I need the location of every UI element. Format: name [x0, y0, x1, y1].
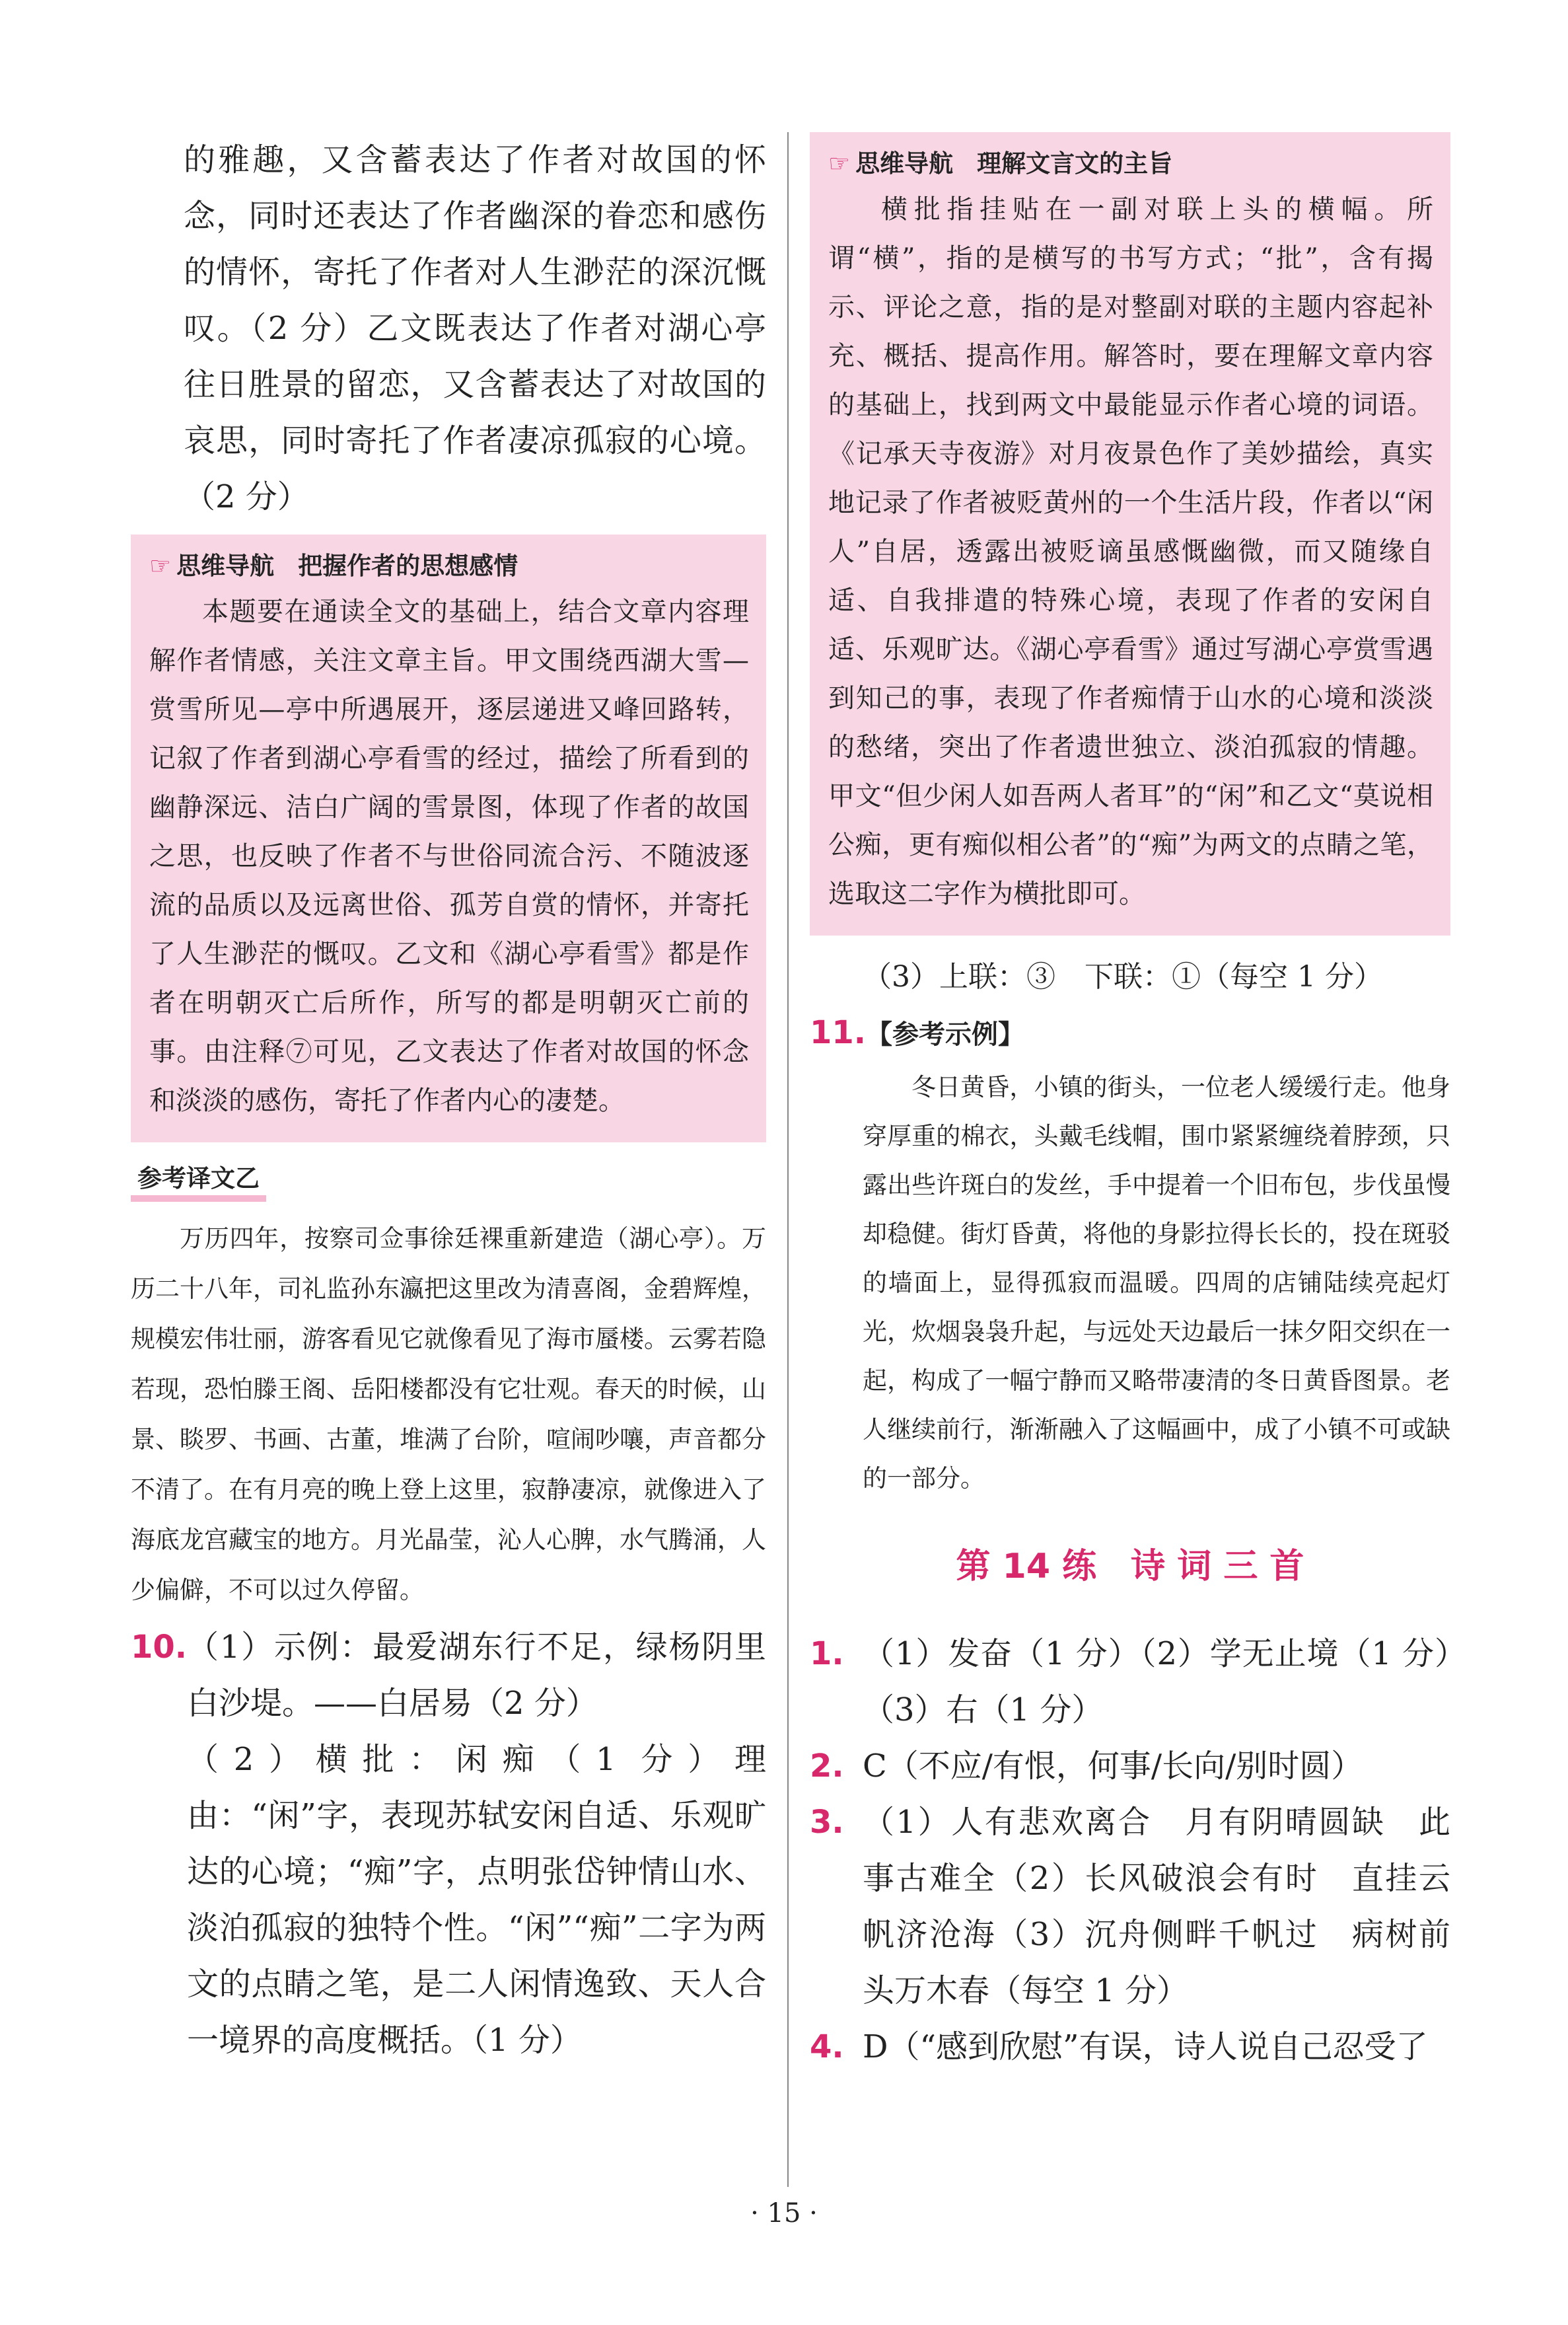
right-column	[810, 132, 1450, 2075]
left-column	[131, 132, 766, 2069]
thinking-guide-box	[131, 535, 766, 1142]
question-number: 11.	[810, 1014, 867, 1051]
answer-part-1: （1）示例：最爱湖东行不足，绿杨阴里白沙堤。——白居易（2 分）	[187, 1629, 766, 1722]
box-text: 本题要在通读全文的基础上，结合文章内容理解作者情感，关注文章主旨。甲文围绕西湖大雪—赏雪所见—亭中所遇展开，逐层递进又峰回路转，记叙了作者到湖心亭看雪的经过，描绘了所看到的幽静深远、洁白广阔的雪景图，体现了作者的故国之思，也反映了作者不与世俗同流合污、不随波逐流的品质以及远离世俗、孤芳自赏的情怀，并寄托了人生渺茫的慨叹。乙文和《湖心亭看雪》都是作者在明朝灭亡后所作，所写的都是明朝灭亡前的事。由注释⑦可见，乙文表达了作者对故国的怀念和淡淡的感伤，寄托了作者内心的凄楚。	[149, 597, 749, 1116]
question-number: 10.	[131, 1629, 188, 1666]
question-number: 2.	[810, 1748, 844, 1785]
reference-translation-text: 万历四年，按察司佥事徐廷裸重新建造（湖心亭）。万历二十八年，司礼监孙东瀛把这里改为清喜阁，金碧辉煌，规模宏伟壮丽，游客看见它就像看见了海市蜃楼。云雾若隐若现，恐怕滕王阁、岳阳楼都没有它壮观。春天的时候，山景、睒罗、书画、古董，堆满了台阶，喧闹吵嚷，声音都分不清了。在有月亮的晚上登上这里，寂静凄凉，就像进入了海底龙宫藏宝的地方。月光晶莹，沁人心脾，水气腾涌，人少偏僻，不可以过久停留。	[131, 1224, 766, 1604]
answer-10-part-3: （3）上联：③ 下联：①（每空 1 分）	[863, 960, 1383, 994]
box-heading	[828, 147, 1433, 181]
answer-part-2: （2）横批：闲痴（1 分）理由：“闲”字，表现苏轼安闲自适、乐观旷达的心境；“痴”字，点明张岱钟情山水、淡泊孤寂的独特个性。“闲”“痴”二字为两文的点睛之笔，是二人闲情逸致、天人合一境界的高度概括。（1 分）	[187, 1741, 766, 2059]
question-content: D（“感到欣慰”有误，诗人说自己忍受了	[863, 2028, 1428, 2065]
answer-intro: 的雅趣，又含蓄表达了作者对故国的怀念，同时还表达了作者幽深的眷恋和感伤的情怀，寄托了作者对人生渺茫的深沉慨叹。（2 分）乙文既表达了作者对湖心亭往日胜景的留恋，又含蓄表达了对故国的哀思，同时寄托了作者凄凉孤寂的心境。（2 分）	[184, 141, 766, 515]
question-number: 3.	[810, 1804, 844, 1841]
box-title: 把握作者的思想感情	[298, 552, 518, 580]
box-label: 思维导航	[855, 149, 954, 178]
box-title: 理解文言文的主旨	[977, 149, 1173, 178]
reference-translation-label: 参考译文乙	[131, 1162, 266, 1202]
sample-answer-text: 冬日黄昏，小镇的街头，一位老人缓缓行走。他身穿厚重的棉衣，头戴毛线帽，围巾紧紧缠绕着脖颈，只露出些许斑白的发丝，手中提着一个旧布包，步伐虽慢却稳健。街灯昏黄，将他的身影拉得长长的，投在斑驳的墙面上，显得孤寂而温暖。四周的店铺陆续亮起灯光，炊烟袅袅升起，与远处天边最后一抹夕阳交织在一起，构成了一幅宁静而又略带凄清的冬日黄昏图景。老人继续前行，渐渐融入了这幅画中，成了小镇不可或缺的一部分。	[863, 1073, 1450, 1493]
question-number: 1.	[810, 1635, 844, 1672]
question-content: （1）人有悲欢离合 月有阴晴圆缺 此事古难全（2）长风破浪会有时 直挂云帆济沧海（3）沉舟侧畔千帆过 病树前头万木春（每空 1 分）	[863, 1804, 1450, 2009]
question-content	[187, 1619, 766, 2069]
question-10	[131, 1619, 766, 2069]
question-11	[810, 1005, 1450, 1063]
sample-tag: 【参考示例】	[866, 1019, 1025, 1050]
section-title: 第 14 练 诗 词 三 首	[956, 1547, 1304, 1586]
pointing-hand-icon: ☞	[149, 552, 172, 580]
question-content: C（不应/有恨，何事/长向/别时圆）	[863, 1748, 1363, 1785]
box-heading	[149, 549, 749, 583]
question-2	[810, 1738, 1450, 1794]
box-label: 思维导航	[176, 552, 275, 580]
question-4	[810, 2019, 1450, 2075]
question-content	[866, 1005, 1450, 1063]
box-text: 横批指挂贴在一副对联上头的横幅。所谓“横”，指的是横写的书写方式；“批”，含有揭示、评论之意，指的是对整副对联的主题内容起补充、概括、提高作用。解答时，要在理解文章内容的基础上，找到两文中最能显示作者心境的词语。《记承天寺夜游》对月夜景色作了美妙描绘，真实地记录了作者被贬黄州的一个生活片段，作者以“闲人”自居，透露出被贬谪虽感慨幽微，而又随缘自适、自我排遣的特殊心境，表现了作者的安闲自适、乐观旷达。《湖心亭看雪》通过写湖心亭赏雪遇到知己的事，表现了作者痴情于山水的心境和淡淡的愁绪，突出了作者遗世独立、淡泊孤寂的情趣。甲文“但少闲人如吾两人者耳”的“闲”和乙文“莫说相公痴，更有痴似相公者”的“痴”为两文的点睛之笔，选取这二字作为横批即可。	[828, 194, 1433, 909]
question-number: 4.	[810, 2028, 844, 2065]
column-divider	[787, 132, 789, 2187]
question-3	[810, 1794, 1450, 2019]
question-content: （1）发奋（1 分）（2）学无止境（1 分）（3）右（1 分）	[863, 1635, 1450, 1728]
thinking-guide-box	[810, 132, 1450, 936]
question-1	[810, 1626, 1450, 1738]
pointing-hand-icon: ☞	[828, 149, 851, 178]
page-number: · 15 ·	[750, 2198, 818, 2229]
